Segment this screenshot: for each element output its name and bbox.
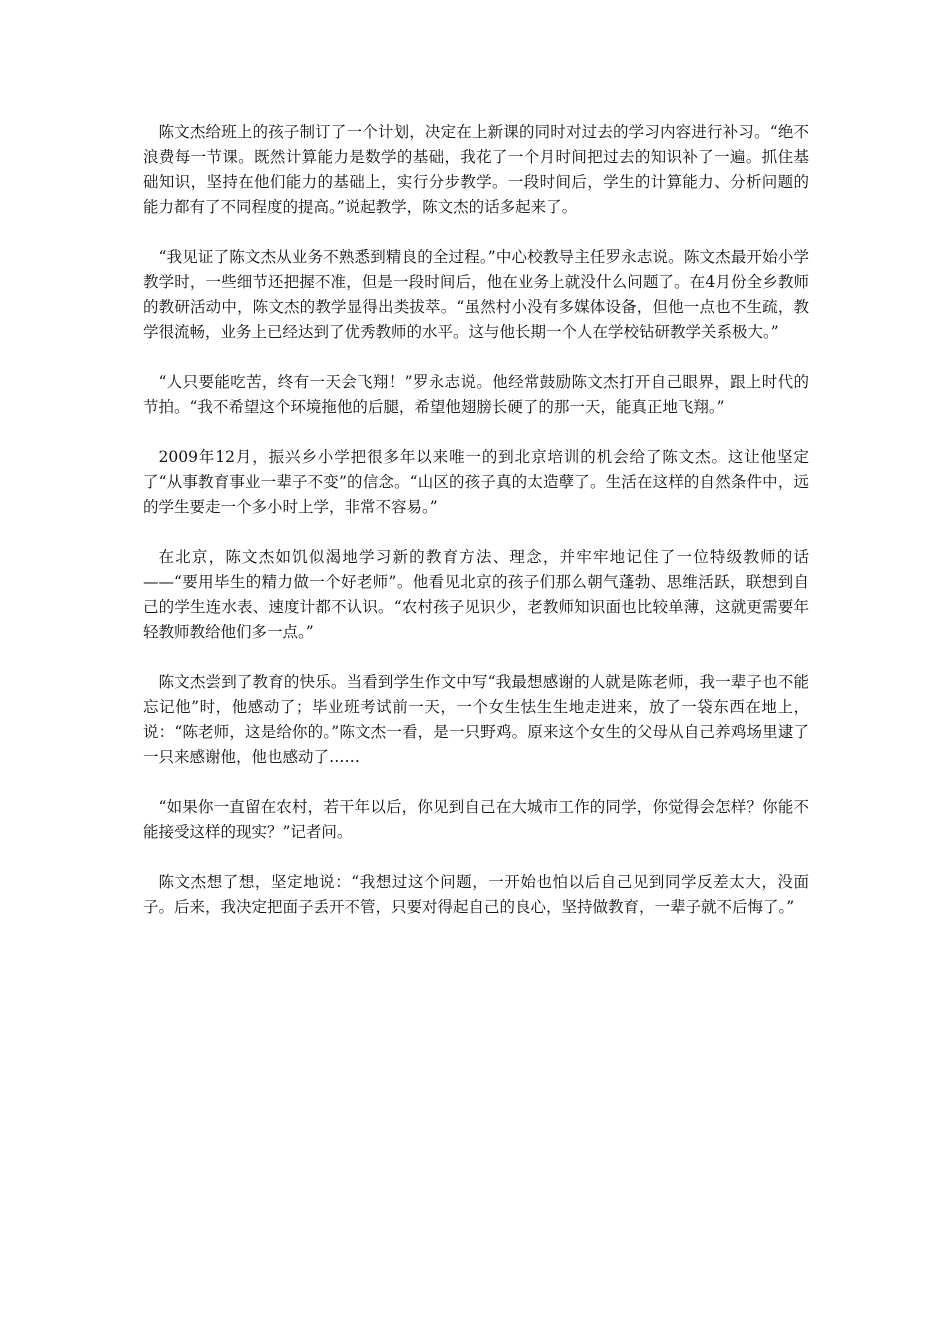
paragraph-7: “如果你一直留在农村，若干年以后，你见到自己在大城市工作的同学，你觉得会怎样？你能不能接受这样的现实？”记者问。: [143, 798, 809, 841]
paragraph-6: 陈文杰尝到了教育的快乐。当看到学生作文中写“我最想感谢的人就是陈老师，我一辈子也不能忘记他”时，他感动了；毕业班考试前一天，一个女生怯生生地走进来，放了一袋东西在地上，说：“陈老师，这是给你的。”陈文杰一看，是一只野鸡。原来这个女生的父母从自己养鸡场里逮了一只来感谢他，他也感动了……: [143, 673, 809, 766]
article-body: [143, 120, 809, 945]
paragraph-3: “人只要能吃苦，终有一天会飞翔！”罗永志说。他经常鼓励陈文杰打开自己眼界，跟上时代的节拍。“我不希望这个环境拖他的后腿，希望他翅膀长硬了的那一天，能真正地飞翔。”: [143, 373, 809, 416]
paragraph-8: 陈文杰想了想，坚定地说：“我想过这个问题，一开始也怕以后自己见到同学反差太大，没面子。后来，我决定把面子丢开不管，只要对得起自己的良心，坚持做教育，一辈子就不后悔了。”: [143, 873, 809, 916]
paragraph-1: 陈文杰给班上的孩子制订了一个计划，决定在上新课的同时对过去的学习内容进行补习。“绝不浪费每一节课。既然计算能力是数学的基础，我花了一个月时间把过去的知识补了一遍。抓住基础知识，坚持在他们能力的基础上，实行分步教学。一段时间后，学生的计算能力、分析问题的能力都有了不同程度的提高。”说起教学，陈文杰的话多起来了。: [143, 123, 809, 216]
paragraph-4: 2009年12月，振兴乡小学把很多年以来唯一的到北京培训的机会给了陈文杰。这让他坚定了“从事教育事业一辈子不变”的信念。“山区的孩子真的太造孽了。生活在这样的自然条件中，远的学生要走一个多小时上学，非常不容易。”: [143, 448, 809, 516]
paragraph-2: “我见证了陈文杰从业务不熟悉到精良的全过程。”中心校教导主任罗永志说。陈文杰最开始小学教学时，一些细节还把握不准，但是一段时间后，他在业务上就没什么问题了。在4月份全乡教师的教研活动中，陈文杰的教学显得出类拔萃。“虽然村小没有多媒体设备，但他一点也不生疏，教学很流畅，业务上已经达到了优秀教师的水平。这与他长期一个人在学校钻研教学关系极大。”: [143, 248, 809, 341]
paragraph-5: 在北京，陈文杰如饥似渴地学习新的教育方法、理念，并牢牢地记住了一位特级教师的话——“要用毕生的精力做一个好老师”。他看见北京的孩子们那么朝气蓬勃、思维活跃，联想到自己的学生连水表、速度计都不认识。“农村孩子见识少，老教师知识面也比较单薄，这就更需要年轻教师教给他们多一点。”: [143, 548, 809, 641]
